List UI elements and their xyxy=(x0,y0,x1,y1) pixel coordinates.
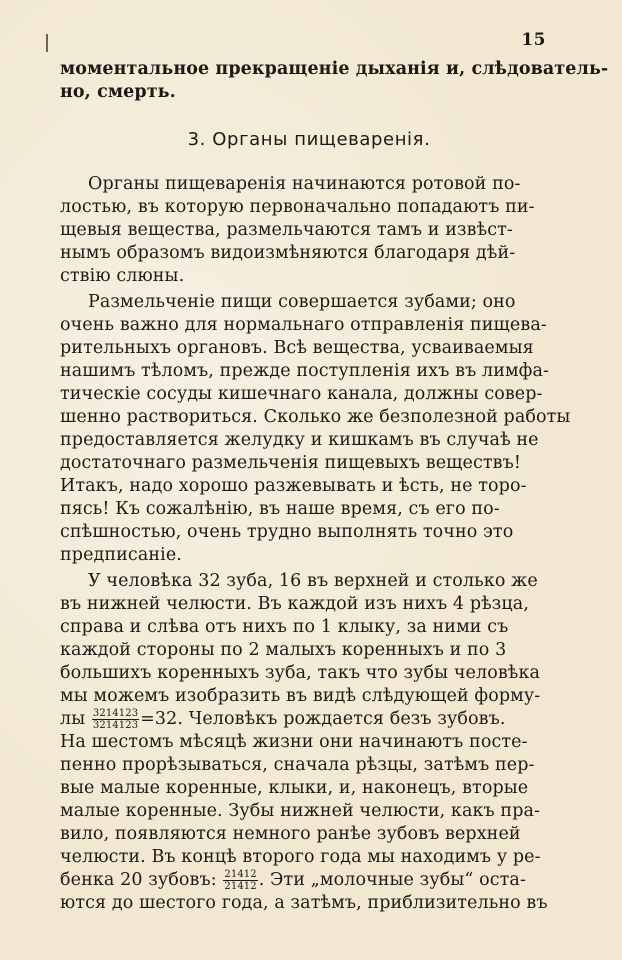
formula-suffix: . Эти „молочные зубы“ оста- xyxy=(258,870,526,890)
text-line: тическіе сосуды кишечнаго канала, должны совер- xyxy=(60,384,543,404)
text-line: рительныхъ органовъ. Всѣ вещества, усваиваемыя xyxy=(60,338,534,358)
formula-numerator: 21412 xyxy=(224,869,257,880)
text-line: На шестомъ мѣсяцѣ жизни они начинаютъ посте- xyxy=(60,732,528,752)
margin-mark xyxy=(46,34,48,52)
text-line: но, смерть. xyxy=(60,82,176,102)
page-text xyxy=(60,58,609,915)
formula-numerator: 3214123 xyxy=(92,708,139,719)
text-line: вило, появляются немного ранѣе зубовъ верхней xyxy=(60,824,521,844)
formula-prefix: бенка 20 зубовъ: xyxy=(60,870,217,890)
text-line: достаточнаго размельченія пищевыхъ веществъ! xyxy=(60,453,521,473)
text-line: каждой стороны по 2 малыхъ коренныхъ и по 3 xyxy=(60,640,507,660)
teeth-formula-milk xyxy=(223,869,257,892)
text-line: предоставляется желудку и кишкамъ въ случаѣ не xyxy=(60,430,539,450)
formula-line-1 xyxy=(60,708,558,731)
text-line: У человѣка 32 зуба, 16 въ верхней и столько же xyxy=(88,571,538,591)
formula-prefix: лы xyxy=(60,709,86,729)
text-line: нашимъ тѣломъ, прежде поступленія ихъ въ лимфа- xyxy=(60,361,550,381)
text-line: пенно прорѣзываться, сначала рѣзцы, затѣмъ пер- xyxy=(60,755,535,775)
intro-paragraph xyxy=(60,58,609,104)
formula-denominator: 3214123 xyxy=(92,720,139,731)
paragraph-2 xyxy=(60,291,571,567)
paragraph-3 xyxy=(60,570,558,915)
text-line: нымъ образомъ видоизмѣняются благодаря дѣй- xyxy=(60,243,516,263)
formula-suffix: =32. Человѣкъ рождается безъ зубовъ. xyxy=(140,709,506,729)
text-line: шенно раствориться. Сколько же безполезной работы xyxy=(60,407,571,427)
formula-line-2 xyxy=(60,869,558,892)
text-line: вые малые коренные, клыки, и, наконецъ, вторые xyxy=(60,778,529,798)
text-line: Размельченіе пищи совершается зубами; оно xyxy=(88,292,516,312)
text-line: ются до шестого года, а затѣмъ, приблизительно въ xyxy=(60,893,548,913)
page-number: 15 xyxy=(521,30,546,50)
text-line: моментальное прекращеніе дыханія и, слѣдователь- xyxy=(60,59,609,79)
text-line: пясь! Къ сожалѣнію, въ наше время, съ его по- xyxy=(60,499,500,519)
text-line: предписаніе. xyxy=(60,545,182,565)
text-line: челюсти. Въ концѣ второго года мы находимъ у ре- xyxy=(60,847,541,867)
text-line: очень важно для нормальнаго отправленія пищева- xyxy=(60,315,547,335)
text-line: лостью, въ которую первоначально попадаютъ пи- xyxy=(60,197,535,217)
text-line: Органы пищеваренія начинаются ротовой по- xyxy=(88,174,521,194)
text-line: щевыя вещества, размельчаются тамъ и извѣст- xyxy=(60,220,513,240)
text-line: ствію слюны. xyxy=(60,266,185,286)
paragraph-1 xyxy=(60,173,558,288)
text-line: Итакъ, надо хорошо разжевывать и ѣсть, не торо- xyxy=(60,476,527,496)
formula-denominator: 21412 xyxy=(224,881,257,892)
text-line: спѣшностью, очень трудно выполнять точно это xyxy=(60,522,514,542)
text-line: справа и слѣва отъ нихъ по 1 клыку, за ними съ xyxy=(60,617,509,637)
text-line: мы можемъ изобразить въ видѣ слѣдующей форму- xyxy=(60,686,541,706)
teeth-formula-adult xyxy=(92,708,139,731)
text-line: большихъ коренныхъ зуба, такъ что зубы человѣка xyxy=(60,663,541,683)
text-line: малые коренные. Зубы нижней челюсти, какъ пра- xyxy=(60,801,541,821)
text-line: въ нижней челюсти. Въ каждой изъ нихъ 4 рѣзца, xyxy=(60,594,529,614)
section-heading: 3. Органы пищеваренія. xyxy=(187,129,431,150)
